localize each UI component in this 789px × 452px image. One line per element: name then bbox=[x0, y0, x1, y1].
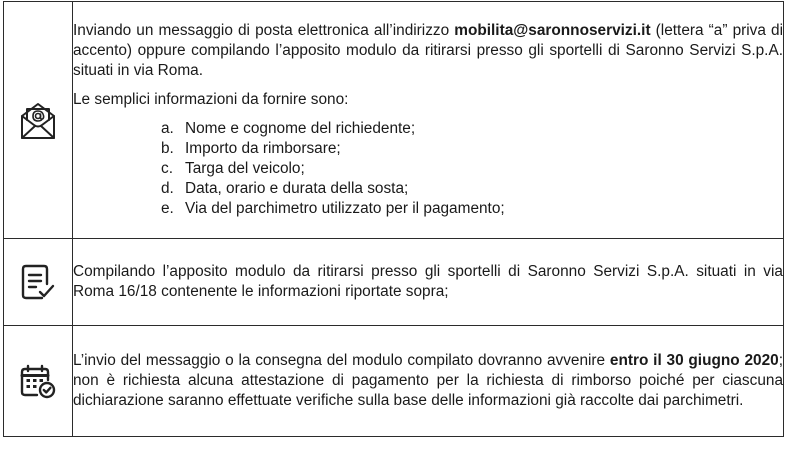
list-item bbox=[161, 139, 783, 159]
text-cell bbox=[73, 326, 784, 437]
list-item bbox=[161, 179, 783, 199]
icon-cell bbox=[4, 239, 73, 326]
text-cell bbox=[73, 2, 784, 239]
deadline-date: entro il 30 giugno 2020 bbox=[609, 352, 779, 369]
icon-cell bbox=[4, 326, 73, 437]
text-cell bbox=[73, 239, 784, 326]
form-checklist-icon bbox=[4, 264, 72, 300]
deadline-outro-text: ; non è richiesta alcuna attestazione di pagamento per la richiesta di rimborso poiché per ciascuna dichiarazione saranno effettuate verifiche sulla base delle informazioni già raccolte dai parchimetri. bbox=[73, 352, 783, 409]
icon-cell bbox=[4, 2, 73, 239]
list-marker: d. bbox=[161, 180, 174, 197]
list-marker: e. bbox=[161, 200, 174, 217]
list-item bbox=[161, 159, 783, 179]
table-row bbox=[4, 239, 784, 326]
info-intro: Le semplici informazioni da fornire sono: bbox=[73, 91, 349, 108]
email-outro-text: (lettera “a” priva di accento) oppure compilando l’apposito modulo da ritirarsi presso gli sportelli di Saronno Servizi S.p.A. situati in via Roma. bbox=[73, 22, 783, 79]
email-envelope-icon bbox=[4, 100, 72, 140]
list-item bbox=[161, 119, 783, 139]
deadline-instructions bbox=[73, 351, 783, 411]
list-item-text: Importo da rimborsare; bbox=[185, 140, 341, 157]
list-item bbox=[161, 199, 783, 219]
list-item-text: Data, orario e durata della sosta; bbox=[185, 180, 409, 197]
list-marker: c. bbox=[161, 160, 173, 177]
email-intro-text: Inviando un messaggio di posta elettronica all’indirizzo bbox=[73, 22, 455, 39]
instructions-table bbox=[3, 1, 784, 437]
form-instructions: Compilando l’apposito modulo da ritirarsi presso gli sportelli di Saronno Servizi S.p.A. situati in via Roma 16/18 contenente le informazioni riportate sopra; bbox=[73, 263, 783, 300]
list-marker: b. bbox=[161, 140, 174, 157]
calendar-check-icon bbox=[4, 363, 72, 399]
email-address[interactable]: mobilita@saronnoservizi.it bbox=[454, 22, 651, 39]
deadline-intro-text: L’invio del messaggio o la consegna del modulo compilato dovranno avvenire bbox=[73, 352, 610, 369]
list-marker: a. bbox=[161, 120, 174, 137]
table-row bbox=[4, 2, 784, 239]
list-item-text: Targa del veicolo; bbox=[185, 160, 305, 177]
table-row bbox=[4, 326, 784, 437]
email-instructions bbox=[73, 21, 783, 81]
list-item-text: Via del parchimetro utilizzato per il pagamento; bbox=[185, 200, 505, 217]
list-item-text: Nome e cognome del richiedente; bbox=[185, 120, 416, 137]
required-info-list bbox=[73, 119, 783, 219]
